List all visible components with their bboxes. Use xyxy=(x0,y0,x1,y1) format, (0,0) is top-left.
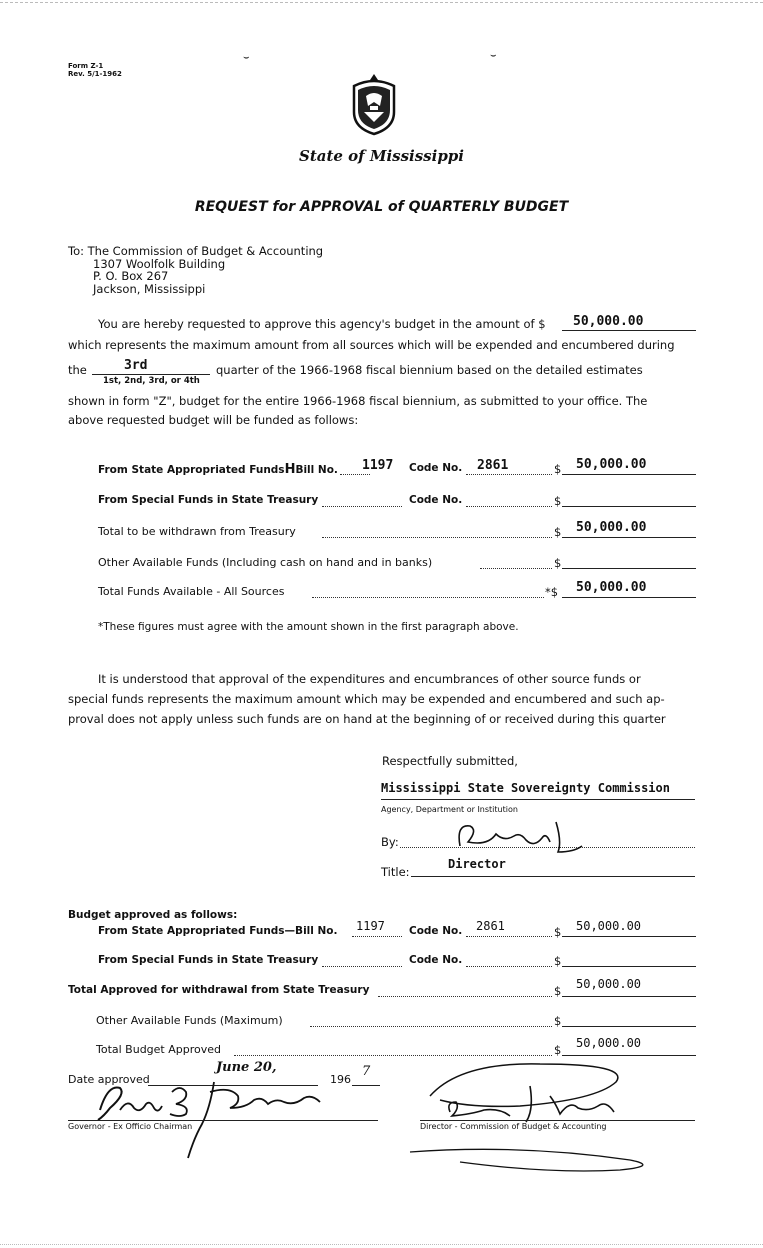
code-no-line xyxy=(466,966,552,967)
approved-special-label: From Special Funds in State Treasury xyxy=(98,954,319,966)
conditions-text: special funds represents the maximum amount which may be expended and encumbered and such ap- xyxy=(68,692,665,706)
amount-line xyxy=(562,330,696,331)
approved-appropriated-label: From State Appropriated Funds—Bill No. xyxy=(98,925,338,937)
dollar-sign: $ xyxy=(554,954,562,968)
dotted-leader xyxy=(312,597,544,598)
dotted-leader xyxy=(322,537,552,538)
form-title: REQUEST for APPROVAL of QUARTERLY BUDGET xyxy=(194,199,569,215)
dollar-sign: $ xyxy=(554,525,562,539)
form-revision-text: Rev. 5/1-1962 xyxy=(68,70,122,78)
director-line xyxy=(420,1120,695,1121)
commission-signature xyxy=(400,1056,700,1176)
bill-number: 1197 xyxy=(362,458,394,473)
by-label: By: xyxy=(381,835,399,849)
form-number-text: Form Z-1 xyxy=(68,62,104,70)
year-line xyxy=(352,1085,380,1086)
date-approved-label: Date approved xyxy=(68,1073,150,1086)
title-value: Director xyxy=(448,857,506,871)
address-line: P. O. Box 267 xyxy=(93,269,169,283)
date-approved-value: June 20, xyxy=(216,1060,277,1075)
amount-line xyxy=(562,597,696,598)
dollar-sign: $ xyxy=(554,925,562,939)
amount-line xyxy=(562,474,696,475)
dollar-sign: *$ xyxy=(545,585,559,599)
request-text: shown in form "Z", budget for the entire 1966-1968 fiscal biennium, as submitted to your office. The xyxy=(68,394,648,408)
dollar-sign: $ xyxy=(554,494,562,508)
code-number: 2861 xyxy=(477,458,509,473)
quarter-hint: 1st, 2nd, 3rd, or 4th xyxy=(103,376,200,386)
bill-no-line xyxy=(352,936,402,937)
amount-line xyxy=(562,506,696,507)
state-title: State of Mississippi xyxy=(298,147,464,165)
amount-line xyxy=(562,1026,696,1027)
total-withdrawn-label: Total to be withdrawn from Treasury xyxy=(98,525,296,538)
dollar-sign: $ xyxy=(554,556,562,570)
conditions-text: proval does not apply unless such funds are on hand at the beginning of or received during this quarter xyxy=(68,712,666,726)
approved-total-withdrawal-label: Total Approved for withdrawal from State Treasury xyxy=(68,984,370,996)
footnote: *These figures must agree with the amount shown in the first paragraph above. xyxy=(98,621,519,633)
director-signature xyxy=(448,812,588,856)
page-top-edge xyxy=(0,2,763,3)
appropriated-amount: 50,000.00 xyxy=(576,457,647,472)
code-label: Code No. xyxy=(409,494,463,506)
code-label: Code No. xyxy=(409,462,463,474)
appropriated-funds-label: From State Appropriated FundsHBill No. xyxy=(98,462,338,477)
dotted-leader xyxy=(322,506,402,507)
closing-text: Respectfully submitted, xyxy=(382,754,518,768)
page-bottom-edge xyxy=(0,1244,763,1245)
governor-signature xyxy=(90,1068,330,1168)
request-text: above requested budget will be funded as follows: xyxy=(68,413,359,427)
agency-name: Mississippi State Sovereignty Commission xyxy=(381,781,670,795)
amount-line xyxy=(562,936,696,937)
year-suffix: 7 xyxy=(362,1064,371,1079)
agency-line xyxy=(381,799,695,800)
total-withdrawn-amount: 50,000.00 xyxy=(576,520,647,535)
state-seal-icon xyxy=(348,72,400,136)
request-text: quarter of the 1966-1968 fiscal biennium based on the detailed estimates xyxy=(216,363,643,377)
approved-total-budget-amount: 50,000.00 xyxy=(576,1036,642,1050)
code-no-line xyxy=(466,506,552,507)
title-label: Title: xyxy=(381,865,410,879)
request-text: You are hereby requested to approve this agency's budget in the amount of $ xyxy=(98,317,546,331)
dollar-sign: $ xyxy=(554,1043,562,1057)
amount-line xyxy=(562,966,696,967)
approved-bill-number: 1197 xyxy=(356,919,385,933)
address-line: Jackson, Mississippi xyxy=(93,281,206,296)
form-number xyxy=(68,62,122,78)
quarter-value: 3rd xyxy=(124,358,148,373)
address-line: 1307 Woolfolk Building xyxy=(93,256,226,271)
amount-line xyxy=(562,568,696,569)
amount-line xyxy=(562,996,696,997)
other-funds-label: Other Available Funds (Including cash on hand and in banks) xyxy=(98,556,433,569)
code-label: Code No. xyxy=(409,925,463,937)
title-line xyxy=(411,876,695,877)
request-text: which represents the maximum amount from all sources which will be expended and encumbered during xyxy=(68,338,675,352)
dollar-sign: $ xyxy=(554,1014,562,1028)
approved-appropriated-amount: 50,000.00 xyxy=(576,919,642,933)
code-no-line xyxy=(466,936,552,937)
total-available-amount: 50,000.00 xyxy=(576,580,647,595)
dotted-leader xyxy=(322,966,402,967)
dotted-leader xyxy=(310,1026,552,1027)
agency-caption: Agency, Department or Institution xyxy=(381,805,518,814)
quarter-line xyxy=(92,374,210,375)
conditions-text: It is understood that approval of the expenditures and encumbrances of other source funds or xyxy=(98,672,641,686)
dollar-sign: $ xyxy=(554,462,562,476)
approved-code-number: 2861 xyxy=(476,919,505,933)
requested-amount: 50,000.00 xyxy=(573,314,644,329)
request-text: the xyxy=(68,363,87,377)
approved-total-budget-label: Total Budget Approved xyxy=(96,1043,222,1056)
dotted-leader xyxy=(480,568,552,569)
scan-mark: ⌣ xyxy=(490,50,497,61)
total-available-label: Total Funds Available - All Sources xyxy=(98,585,285,598)
approved-other-label: Other Available Funds (Maximum) xyxy=(96,1014,283,1027)
scan-mark: ⌣ xyxy=(243,52,250,63)
code-no-line xyxy=(466,474,552,475)
approved-total-withdrawal-amount: 50,000.00 xyxy=(576,977,642,991)
dollar-sign: $ xyxy=(554,984,562,998)
amount-line xyxy=(562,537,696,538)
address-block xyxy=(68,245,323,295)
address-line: To: The Commission of Budget & Accounting xyxy=(68,244,324,258)
dotted-leader xyxy=(378,996,552,997)
year-prefix: 196 xyxy=(330,1073,351,1086)
special-funds-label: From Special Funds in State Treasury xyxy=(98,494,319,506)
code-label: Code No. xyxy=(409,954,463,966)
governor-caption: Governor - Ex Officio Chairman xyxy=(68,1122,193,1131)
governor-line xyxy=(68,1120,378,1121)
director-caption: Director - Commission of Budget & Accounting xyxy=(420,1122,607,1131)
approval-heading: Budget approved as follows: xyxy=(68,909,238,921)
bill-no-line xyxy=(340,474,370,475)
